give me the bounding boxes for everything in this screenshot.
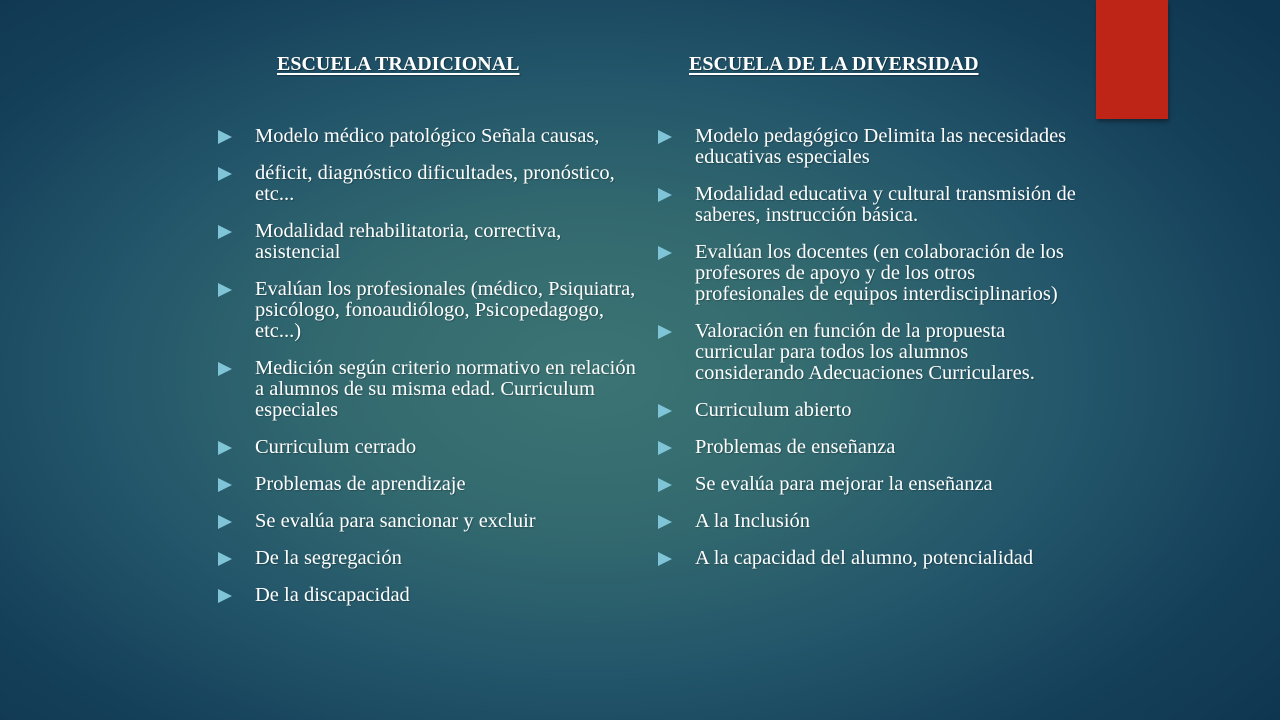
triangle-bullet-icon [658,515,672,529]
list-item-text: déficit, diagnóstico dificultades, pronóstico, etc... [255,162,615,205]
triangle-bullet-icon [218,283,232,297]
list-item [218,221,638,263]
list-item [658,548,1078,569]
red-accent-bar [1096,0,1168,119]
list-item-text: Curriculum abierto [695,399,852,421]
list-item-text: De la discapacidad [255,584,410,606]
column-header-tradicional: ESCUELA TRADICIONAL [277,53,520,75]
list-item [218,511,638,532]
list-item-text: Valoración en función de la propuesta curricular para todos los alumnos considerando Adecuaciones Curriculares. [695,320,1035,384]
triangle-bullet-icon [218,225,232,239]
list-item-text: Evalúan los profesionales (médico, Psiquiatra, psicólogo, fonoaudiólogo, Psicopedagogo, etc...) [255,278,636,342]
list-item-text: A la Inclusión [695,510,811,532]
list-item-text: De la segregación [255,547,402,569]
list-item [658,400,1078,421]
triangle-bullet-icon [658,246,672,260]
list-item [658,474,1078,495]
list-item-text: Se evalúa para sancionar y excluir [255,510,536,532]
list-item-text: Problemas de enseñanza [695,436,896,458]
list-item-text: Medición según criterio normativo en relación a alumnos de su misma edad. Curriculum especiales [255,357,636,421]
triangle-bullet-icon [658,404,672,418]
triangle-bullet-icon [218,589,232,603]
triangle-bullet-icon [218,478,232,492]
list-item [218,548,638,569]
list-item-text: Curriculum cerrado [255,436,417,458]
bullet-list-diversidad [658,126,1078,585]
list-item-text: Modelo pedagógico Delimita las necesidades educativas especiales [695,125,1067,168]
triangle-bullet-icon [218,552,232,566]
triangle-bullet-icon [218,362,232,376]
list-item [218,279,638,342]
list-item-text: Modelo médico patológico Señala causas, [255,125,600,147]
triangle-bullet-icon [658,478,672,492]
triangle-bullet-icon [218,515,232,529]
list-item [658,126,1078,168]
list-item-text: Evalúan los docentes (en colaboración de los profesores de apoyo y de los otros profesionales de equipos interdisciplinarios) [695,241,1064,305]
bullet-list-tradicional [218,126,638,622]
triangle-bullet-icon [218,167,232,181]
triangle-bullet-icon [658,552,672,566]
list-item [218,585,638,606]
list-item [218,474,638,495]
triangle-bullet-icon [658,130,672,144]
list-item [218,126,638,147]
list-item [658,437,1078,458]
column-header-diversidad: ESCUELA DE LA DIVERSIDAD [689,53,979,75]
triangle-bullet-icon [658,441,672,455]
triangle-bullet-icon [218,441,232,455]
triangle-bullet-icon [218,130,232,144]
list-item-text: A la capacidad del alumno, potencialidad [695,547,1034,569]
list-item [658,511,1078,532]
list-item [658,242,1078,305]
list-item [658,321,1078,384]
triangle-bullet-icon [658,188,672,202]
list-item-text: Modalidad rehabilitatoria, correctiva, asistencial [255,220,562,263]
list-item [218,437,638,458]
list-item-text: Problemas de aprendizaje [255,473,466,495]
list-item [218,358,638,421]
list-item [218,163,638,205]
list-item-text: Modalidad educativa y cultural transmisión de saberes, instrucción básica. [695,183,1076,226]
list-item-text: Se evalúa para mejorar la enseñanza [695,473,993,495]
list-item [658,184,1078,226]
triangle-bullet-icon [658,325,672,339]
